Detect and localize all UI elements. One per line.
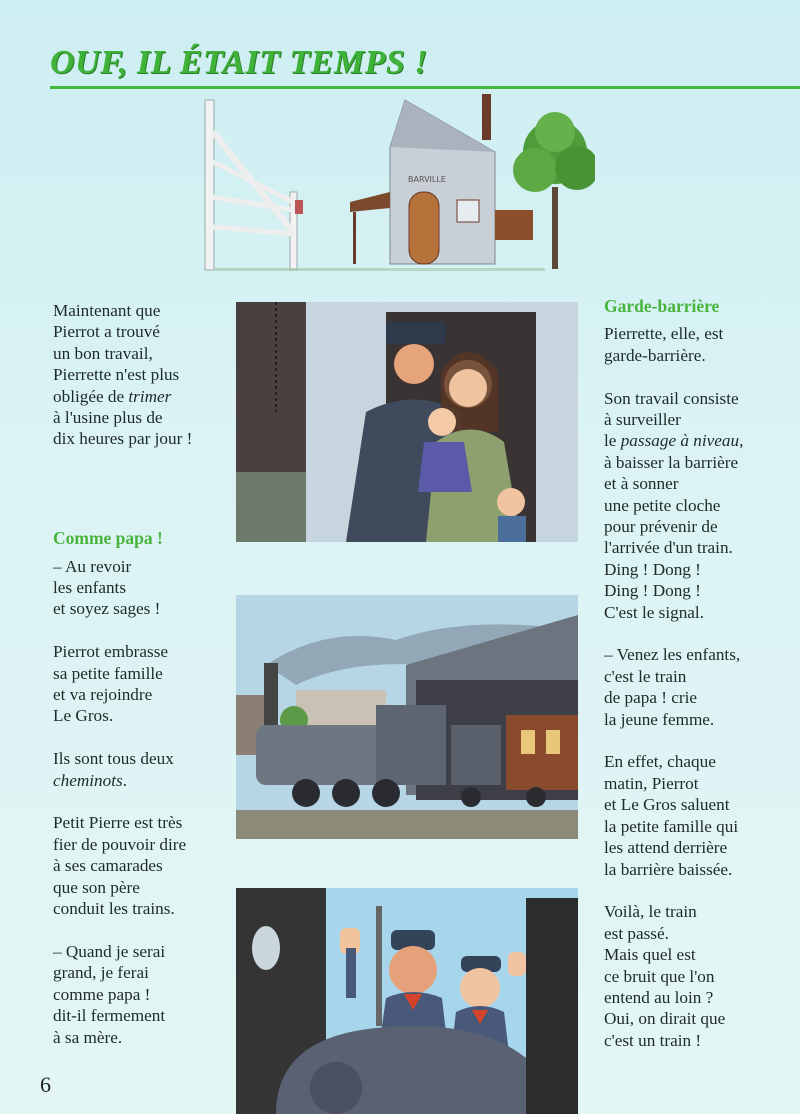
paragraph: Son travail consiste à surveiller le passage à niveau, à baisser la barrière et à sonner une petite cloche pour prévenir de l'arrivée d'un train. Ding ! Dong ! Ding ! Dong ! C'est le signal. — [604, 388, 744, 622]
image-family-farewell — [236, 302, 578, 542]
page-title: OUF, IL ÉTAIT TEMPS ! — [50, 44, 428, 81]
paragraph: Petit Pierre est très fier de pouvoir dire à ses camarades que son père conduit les trains. — [53, 813, 187, 919]
intro-paragraph: Maintenant que Pierrot a trouvé un bon travail, Pierrette n'est plus obligée de trimer à l'usine plus de dix heures par jour ! — [53, 301, 193, 449]
station-illustration — [195, 92, 595, 277]
section-heading-garde-barriere: Garde-barrière — [604, 296, 720, 316]
title-underline — [50, 86, 800, 89]
paragraph: Pierrette, elle, est garde-barrière. — [604, 324, 724, 365]
station-house — [350, 94, 533, 264]
left-column — [53, 300, 228, 1069]
paragraph: – Au revoir les enfants et soyez sages ! — [53, 556, 161, 619]
tree-icon — [513, 112, 595, 269]
paragraph: Voilà, le train est passé. Mais quel est ce bruit que l'on entend au loin ? Oui, on dirait que c'est un train ! — [604, 902, 726, 1050]
paragraph: – Venez les enfants, c'est le train de papa ! crie la jeune femme. — [604, 645, 741, 729]
paragraph: Ils sont tous deux cheminots. — [53, 749, 174, 790]
right-column — [604, 296, 774, 1073]
station-sign: BARVILLE — [408, 175, 446, 184]
gate-icon — [205, 100, 303, 270]
image-drivers-waving — [236, 888, 578, 1114]
paragraph: – Quand je serai grand, je ferai comme papa ! dit-il fermement à sa mère. — [53, 941, 166, 1047]
section-heading-comme-papa: Comme papa ! — [53, 528, 163, 549]
page-number: 6 — [40, 1072, 51, 1097]
paragraph: En effet, chaque matin, Pierrot et Le Gros saluent la petite famille qui les attend derrière la barrière baissée. — [604, 752, 739, 879]
image-steam-train — [236, 595, 578, 839]
paragraph: Pierrot embrasse sa petite famille et va rejoindre Le Gros. — [53, 642, 169, 726]
